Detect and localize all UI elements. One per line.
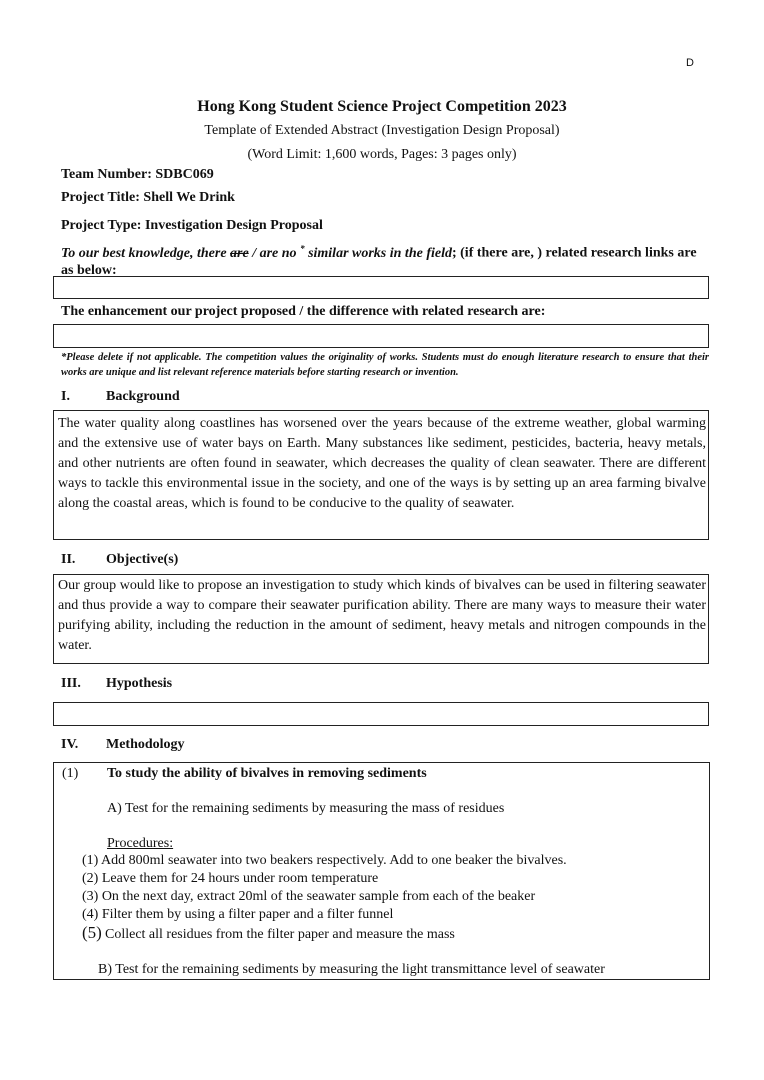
similar-works-statement: To our best knowledge, there are / are no * similar works in the field; (if there are, ) related research links are as below: [61,243,697,278]
procedure-step: (4) Filter them by using a filter paper and a filter funnel [82,907,394,922]
project-title: Project Title: Shell We Drink [61,190,235,205]
method-item-number: (1) [62,766,79,781]
document-title: Hong Kong Student Science Project Competition 2023 [197,98,567,115]
enhancement-label: The enhancement our project proposed / the difference with related research are: [61,304,546,319]
procedure-step: (2) Leave them for 24 hours under room temperature [82,871,379,886]
procedures-label: Procedures: [107,836,174,851]
procedure-step-5-text: Collect all residues from the filter paper and measure the mass [105,927,455,942]
test-b-label: B) Test for the remaining sediments by measuring the light transmittance level of seawater [98,962,605,977]
project-type: Project Type: Investigation Design Proposal [61,218,323,233]
procedure-step: (1) Add 800ml seawater into two beakers respectively. Add to one beaker the bivalves. [82,853,567,868]
test-a-label: A) Test for the remaining sediments by measuring the mass of residues [107,801,505,816]
section-methodology-heading: IV. Methodology [61,737,185,752]
page-corner-mark: D [686,57,694,69]
section-objective-heading: II. Objective(s) [61,552,179,567]
background-text: The water quality along coastlines has worsened over the years because of the extreme weather, global warming and the extensive use of water bays on Earth. Many substances like sediment, pesticides, bacteria, heavy metals, and other nutrients are often found in seawater, which decreases the quality of clean seawater. There are different ways to tackle this environmental issue in the society, and one of the ways is by setting up an area farming bivalve along the coastal areas, which is found to be conducive to the quality of seawater. [58,416,706,511]
objective-text: Our group would like to propose an investigation to study which kinds of bivalves can be used in filtering seawater and thus provide a way to compare their seawater purification ability. There are many ways to measure their water purifying ability, including the reduction in the amount of sediment, heavy metals and nitrogen compounds in the water. [58,578,706,653]
procedure-step-5-number: (5) [82,923,102,942]
hypothesis-box[interactable] [53,702,709,726]
document-subtitle: Template of Extended Abstract (Investigation Design Proposal) [204,123,560,138]
section-hypothesis-heading: III. Hypothesis [61,676,173,691]
procedure-step: (3) On the next day, extract 20ml of the seawater sample from each of the beaker [82,889,536,904]
team-number: Team Number: SDBC069 [61,167,214,182]
method-item-title: To study the ability of bivalves in removing sediments [107,766,427,781]
related-links-box[interactable] [53,276,709,299]
originality-note: *Please delete if not applicable. The competition values the originality of works. Students must do enough literature research to ensure that their works are unique and list relevant reference materials before starting research or invention. [61,352,709,378]
section-background-heading: I. Background [61,389,180,404]
enhancement-box[interactable] [53,324,709,348]
methodology-box [53,762,710,980]
word-limit-note: (Word Limit: 1,600 words, Pages: 3 pages only) [247,147,517,162]
